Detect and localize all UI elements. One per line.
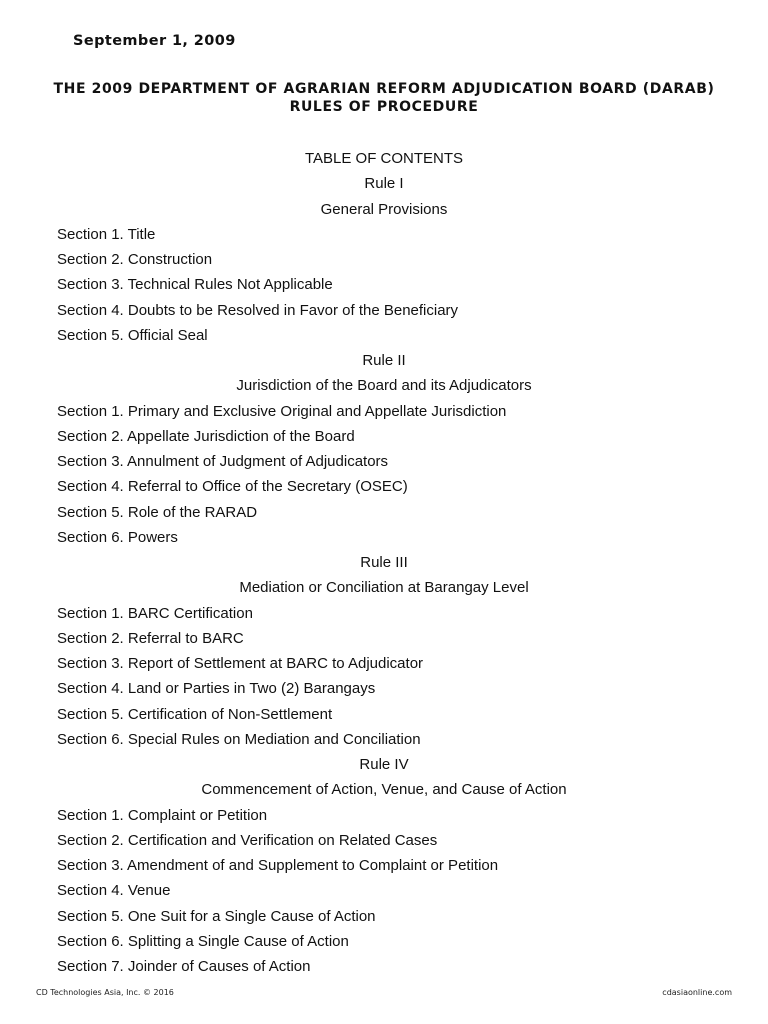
rule-label[interactable]: Rule III xyxy=(360,554,408,571)
toc-section-item[interactable]: Section 6. Special Rules on Mediation and Conciliation xyxy=(57,730,421,748)
rule-label[interactable]: Rule II xyxy=(362,352,406,369)
toc-section-item[interactable]: Section 2. Construction xyxy=(57,251,213,268)
footer-website: cdasiaonline.com xyxy=(662,988,732,997)
toc-section-item[interactable]: Section 5. One Suit for a Single Cause of Action xyxy=(57,907,376,925)
rule-label[interactable]: Rule IV xyxy=(359,756,409,773)
document-title-line-1: THE 2009 DEPARTMENT OF AGRARIAN REFORM ADJUDICATION BOARD (DARAB) xyxy=(53,81,715,97)
toc-section-item[interactable]: Section 4. Venue xyxy=(57,882,171,900)
toc-section-item[interactable]: Section 4. Land or Parties in Two (2) Barangays xyxy=(57,680,376,698)
toc-section-item[interactable]: Section 1. Primary and Exclusive Original and Appellate Jurisdiction xyxy=(57,402,507,420)
rule-title[interactable]: General Provisions xyxy=(320,200,448,218)
toc-section-item[interactable]: Section 1. Title xyxy=(57,225,156,243)
toc-section-item[interactable]: Section 2. Referral to BARC xyxy=(57,629,244,647)
toc-section-item[interactable]: Section 2. Certification and Verification on Related Cases xyxy=(57,831,438,849)
toc-section-item[interactable]: Section 3. Technical Rules Not Applicable xyxy=(57,276,333,294)
table-of-contents xyxy=(0,146,768,979)
toc-section-item[interactable]: Section 2. Appellate Jurisdiction of the Board xyxy=(57,427,355,445)
document-title-line-2: RULES OF PROCEDURE xyxy=(289,99,479,115)
rule-title[interactable]: Commencement of Action, Venue, and Cause of Action xyxy=(201,781,567,799)
toc-section-item[interactable]: Section 5. Official Seal xyxy=(57,326,208,344)
toc-section-item[interactable]: Section 6. Splitting a Single Cause of Action xyxy=(57,932,349,950)
toc-section-item[interactable]: Section 4. Referral to Office of the Secretary (OSEC) xyxy=(57,478,408,496)
footer-copyright: CD Technologies Asia, Inc. © 2016 xyxy=(36,988,174,997)
document-date: September 1, 2009 xyxy=(73,33,236,49)
toc-heading: TABLE OF CONTENTS xyxy=(304,150,464,167)
toc-section-item[interactable]: Section 5. Certification of Non-Settlement xyxy=(57,705,333,723)
rule-title[interactable]: Mediation or Conciliation at Barangay Level xyxy=(239,579,529,597)
toc-section-item[interactable]: Section 1. Complaint or Petition xyxy=(57,806,268,824)
toc-section-item[interactable]: Section 1. BARC Certification xyxy=(57,604,253,622)
document-title xyxy=(0,80,768,116)
toc-section-item[interactable]: Section 3. Annulment of Judgment of Adjudicators xyxy=(57,453,389,470)
toc-section-item[interactable]: Section 6. Powers xyxy=(57,528,178,546)
toc-section-item[interactable]: Section 4. Doubts to be Resolved in Favor of the Beneficiary xyxy=(57,301,459,319)
toc-section-item[interactable]: Section 7. Joinder of Causes of Action xyxy=(57,958,311,975)
toc-section-item[interactable]: Section 5. Role of the RARAD xyxy=(57,503,258,521)
toc-section-item[interactable]: Section 3. Report of Settlement at BARC to Adjudicator xyxy=(57,655,424,672)
toc-section-item[interactable]: Section 3. Amendment of and Supplement to Complaint or Petition xyxy=(57,857,499,874)
rule-title[interactable]: Jurisdiction of the Board and its Adjudicators xyxy=(236,377,532,395)
rule-label[interactable]: Rule I xyxy=(364,175,404,193)
